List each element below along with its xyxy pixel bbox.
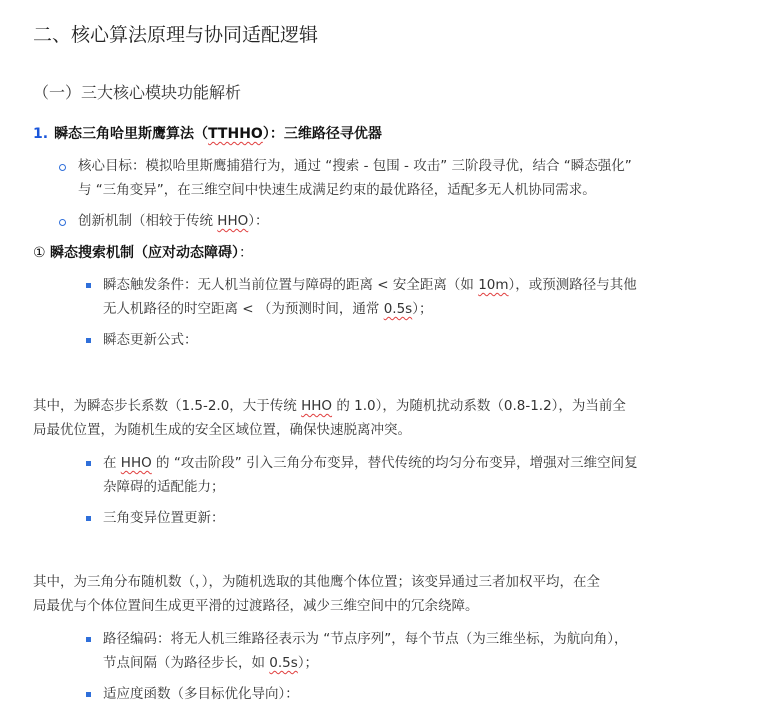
fitness-label: 适应度函数（多目标优化导向）： <box>103 686 299 702</box>
square-bullet-icon <box>86 692 91 697</box>
trigger-line2-abbr: 0.5s <box>383 301 413 317</box>
circle-bullet-icon <box>59 164 66 171</box>
item-1-title-post: ）：三维路径寻优器 <box>262 126 382 142</box>
para2-line2: 局最优与个体位置间生成更平滑的过渡路径，减少三维空间中的冗余绕障。 <box>33 598 479 614</box>
section-title: 二、核心算法原理与协同适配逻辑 <box>33 24 319 46</box>
hho-attack-abbr: HHO <box>120 455 152 471</box>
trigger-line2-pre: 无人机路径的时空距离 < （为预测时间，通常 <box>103 301 384 317</box>
circled-number: ① <box>33 245 46 261</box>
core-goal-line1: 核心目标：模拟哈里斯鹰捕猎行为，通过 “搜索 - 包围 - 攻击” 三阶段寻优，结合 “瞬态强化” <box>78 158 632 174</box>
item-1-heading <box>33 122 382 146</box>
innovation-line <box>78 209 268 233</box>
trigger-line1 <box>103 273 637 297</box>
innovation-pre: 创新机制（相较于传统 <box>78 213 218 229</box>
trigger-line1-post: ），或预测路径与其他 <box>508 277 637 293</box>
square-bullet-icon <box>86 338 91 343</box>
hho-attack-pre: 在 <box>103 455 121 471</box>
square-bullet-icon <box>86 516 91 521</box>
triangle-update-label: 三角变异位置更新： <box>103 510 225 526</box>
hho-attack-post: 的 “攻击阶段” 引入三角分布变异，替代传统的均匀分布变异，增强对三维空间复 <box>151 455 638 471</box>
item-1-number: 1. <box>33 126 49 142</box>
para1-line2: 局最优位置，为随机生成的安全区域位置，确保快速脱离冲突。 <box>33 422 411 438</box>
transient-search-heading <box>33 240 253 266</box>
core-goal-line2: 与 “三角变异”，在三维空间中快速生成满足约束的最优路径，适配多无人机协同需求。 <box>78 182 596 198</box>
item-1-title-pre: 瞬态三角哈里斯鹰算法（ <box>54 126 209 142</box>
square-bullet-icon <box>86 283 91 288</box>
path-encoding-line1: 路径编码：将无人机三维路径表示为 “节点序列”，每个节点（为三维坐标，为航向角）， <box>103 631 628 647</box>
trigger-line2-post: ）； <box>412 301 433 317</box>
hho-attack-line1 <box>103 451 638 475</box>
path-encoding-post: ）； <box>297 655 319 671</box>
trigger-line1-pre: 瞬态触发条件：无人机当前位置与障碍的距离 < 安全距离（如 <box>103 277 479 293</box>
para1-line1-pre: 其中，为瞬态步长系数（1.5-2.0，大于传统 <box>33 398 302 414</box>
para1-line1-post: 的 1.0），为随机扰动系数（0.8-1.2），为当前全 <box>332 398 626 414</box>
trigger-line2 <box>103 297 432 321</box>
hho-attack-line2: 杂障碍的适配能力； <box>103 479 225 495</box>
subsection-title: （一）三大核心模块功能解析 <box>33 83 242 102</box>
path-encoding-pre: 节点间隔（为路径步长，如 <box>103 655 270 671</box>
square-bullet-icon <box>86 637 91 642</box>
path-encoding-line2 <box>103 651 318 675</box>
update-formula-label: 瞬态更新公式： <box>103 332 198 348</box>
para2-line1: 其中，为三角分布随机数（，），为随机选取的其他鹰个体位置；该变异通过三者加权平均，在全 <box>33 574 600 590</box>
item-1-title-abbr: TTHHO <box>208 126 263 142</box>
trigger-line1-abbr: 10m <box>478 277 509 293</box>
innovation-post: ）： <box>248 213 269 229</box>
para1-line1-abbr: HHO <box>301 398 333 414</box>
square-bullet-icon <box>86 461 91 466</box>
para1-line1 <box>33 394 626 418</box>
path-encoding-abbr: 0.5s <box>269 655 298 671</box>
transient-heading-tail: ： <box>239 245 254 261</box>
transient-heading-bold: 瞬态搜索机制（应对动态障碍） <box>50 245 240 261</box>
circle-bullet-icon <box>59 219 66 226</box>
innovation-abbr: HHO <box>217 213 249 229</box>
